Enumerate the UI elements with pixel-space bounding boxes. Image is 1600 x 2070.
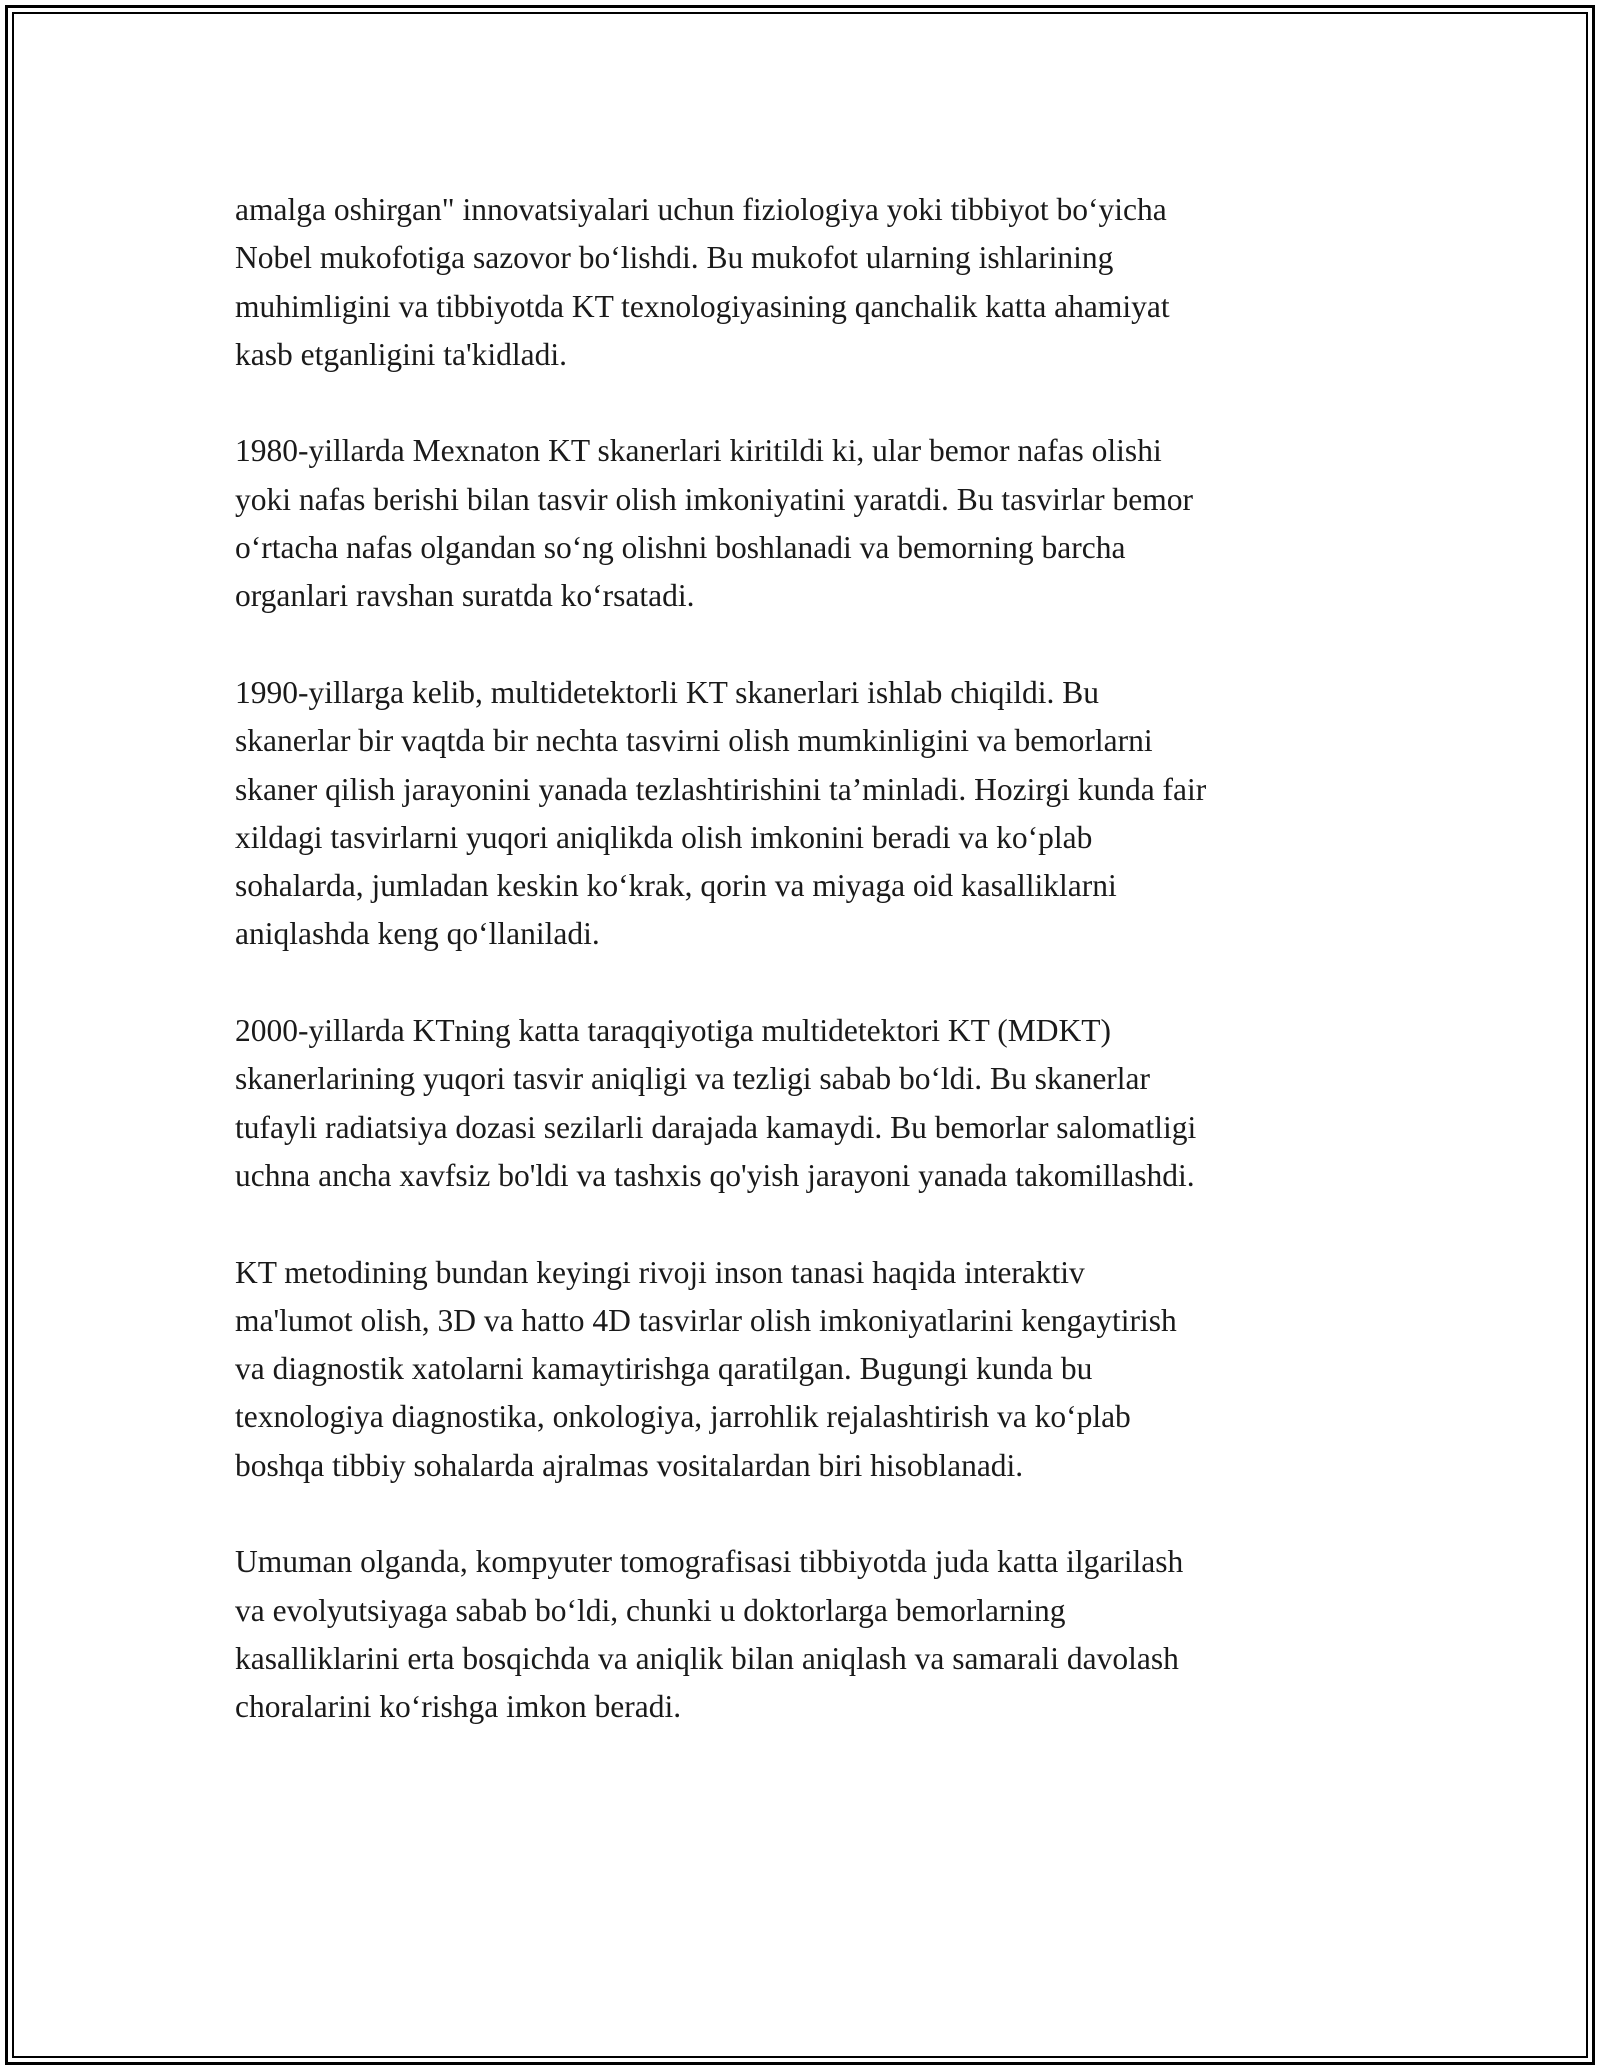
- text-line: organlari ravshan suratda ko‘rsatadi.: [235, 578, 695, 614]
- text-line: ma'lumot olish, 3D va hatto 4D tasvirlar olish imkoniyatlarini kengaytirish: [235, 1302, 1177, 1338]
- paragraph-future-development: [235, 1249, 1385, 1490]
- text-line: sohalarda, jumladan keskin ko‘krak, qorin va miyaga oid kasalliklarni: [235, 868, 1117, 904]
- text-line: 2000-yillarda KTning katta taraqqiyotiga multidetektori KT (MDKT): [235, 1013, 1111, 1049]
- paragraph-1990s: [235, 669, 1385, 959]
- text-line: kasalliklarini erta bosqichda va aniqlik bilan aniqlash va samarali davolash: [235, 1640, 1179, 1676]
- text-line: amalga oshirgan" innovatsiyalari uchun fiziologiya yoki tibbiyot bo‘yicha: [235, 192, 1167, 227]
- text-line: 1990-yillarga kelib, multidetektorli KT skanerlari ishlab chiqildi. Bu: [235, 674, 1100, 710]
- text-line: tufayli radiatsiya dozasi sezilarli darajada kamaydi. Bu bemorlar salomatligi: [235, 1109, 1197, 1145]
- paragraph-2000s: [235, 1007, 1385, 1200]
- text-line: yoki nafas berishi bilan tasvir olish imkoniyatini yaratdi. Bu tasvirlar bemor: [235, 481, 1193, 517]
- text-line: skanerlar bir vaqtda bir nechta tasvirni olish mumkinligini va bemorlarni: [235, 723, 1153, 759]
- text-line: choralarini ko‘rishga imkon beradi.: [235, 1689, 682, 1725]
- text-line: Nobel mukofotiga sazovor bo‘lishdi. Bu mukofot ularning ishlarining: [235, 240, 1114, 276]
- text-line: uchna ancha xavfsiz bo'ldi va tashxis qo'yish jarayoni yanada takomillashdi.: [235, 1157, 1195, 1193]
- text-line: xildagi tasvirlarni yuqori aniqlikda olish imkonini beradi va ko‘plab: [235, 819, 1093, 855]
- text-line: va diagnostik xatolarni kamaytirishga qaratilgan. Bugungi kunda bu: [235, 1351, 1093, 1387]
- paragraph-nobel-prize: [235, 186, 1385, 379]
- text-line: texnologiya diagnostika, onkologiya, jarrohlik rejalashtirish va ko‘plab: [235, 1399, 1131, 1435]
- text-line: Umuman olganda, kompyuter tomografisasi tibbiyotda juda katta ilgarilash: [235, 1544, 1184, 1580]
- paragraph-conclusion: [235, 1538, 1385, 1731]
- paragraph-1980s: [235, 427, 1385, 620]
- text-line: boshqa tibbiy sohalarda ajralmas vositalardan biri hisoblanadi.: [235, 1447, 1024, 1483]
- text-line: skaner qilish jarayonini yanada tezlashtirishini ta’minladi. Hozirgi kunda fair: [235, 771, 1207, 807]
- text-line: kasb etganligini ta'kidladi.: [235, 336, 567, 372]
- text-line: o‘rtacha nafas olgandan so‘ng olishni boshlanadi va bemorning barcha: [235, 530, 1126, 566]
- text-line: KT metodining bundan keyingi rivoji inson tanasi haqida interaktiv: [235, 1254, 1085, 1290]
- document-body: [235, 186, 1385, 1732]
- text-line: 1980-yillarda Mexnaton KT skanerlari kiritildi ki, ular bemor nafas olishi: [235, 433, 1162, 469]
- text-line: va evolyutsiyaga sabab bo‘ldi, chunki u doktorlarga bemorlarning: [235, 1592, 1066, 1628]
- text-line: muhimligini va tibbiyotda KT texnologiyasining qanchalik katta ahamiyat: [235, 288, 1170, 324]
- text-line: skanerlarining yuqori tasvir aniqligi va tezligi sabab bo‘ldi. Bu skanerlar: [235, 1061, 1151, 1097]
- text-line: aniqlashda keng qo‘llaniladi.: [235, 916, 600, 952]
